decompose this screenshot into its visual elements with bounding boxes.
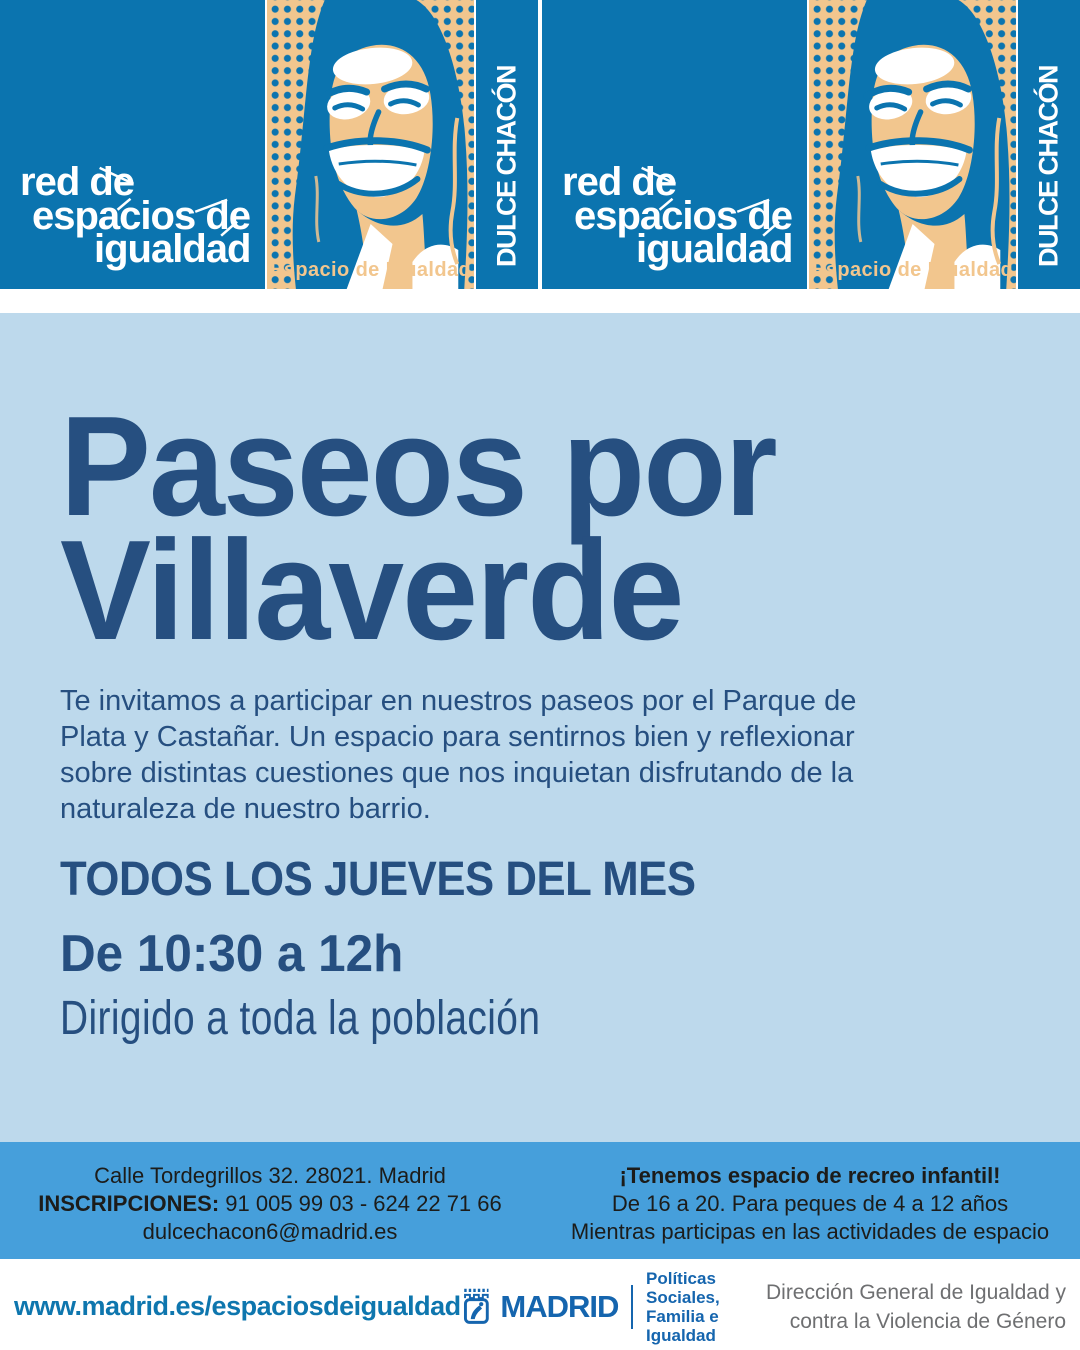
contact-right-column [540,1142,1080,1259]
logo-line: igualdad [94,227,251,271]
audience-line: Dirigido a toda la población [60,992,541,1045]
center-name-vertical: DULCE CHACÓN [1033,66,1064,267]
logo-line: red de [20,160,135,204]
logo-wordmark [0,0,265,289]
paragraph-line: Te invitamos a participar en nuestros paseos por el Parque de [60,685,857,717]
logo-line: espacios de [574,194,793,238]
childcare-line-2: De 16 a 20. Para peques de 4 a 12 años [611,1191,1009,1216]
schedule-days: TODOS LOS JUEVES DEL MES [60,853,696,906]
dulce-chacon-portrait [267,0,474,289]
contact-left-column [0,1142,540,1259]
contact-band [0,1142,1080,1259]
logo-line: red de [562,160,677,204]
address-line: Calle Tordegrillos 32. 28021. Madrid [94,1163,446,1188]
center-name-strip [476,0,538,289]
logo-divider [631,1285,633,1329]
madrid-crest-icon [461,1283,492,1331]
portrait-illustration [809,0,1016,289]
logo-block-1 [0,0,538,289]
footer [0,1259,1080,1350]
schedule-time: De 10:30 a 12h [60,925,404,983]
inscriptions-label: INSCRIPCIONES: [38,1191,220,1216]
paragraph-line: naturaleza de nuestro barrio. [60,793,431,825]
red-espacios-igualdad-logo [542,0,807,289]
dulce-chacon-portrait [809,0,1016,289]
paragraph-line: sobre distintas cuestiones que nos inquietan disfrutando de la [60,757,854,789]
website-url: www.madrid.es/espaciosdeigualdad [14,1291,461,1321]
title-line-2: Villaverde [60,511,683,670]
childcare-line-3: Mientras participas en las actividades de espacio [570,1219,1050,1244]
espacio-de-igualdad-label: Espacio de Igualdad [270,259,472,281]
header-logos [0,0,1080,289]
red-espacios-igualdad-logo [0,0,265,289]
paragraph-line: Plata y Castañar. Un espacio para sentirnos bien y reflexionar [60,721,855,753]
email-line: dulcechacon6@madrid.es [142,1219,398,1244]
poster-title [60,387,1020,670]
logo-line: igualdad [636,227,793,271]
direccion-general-label: Dirección General de Igualdad y contra la Violencia de Género [765,1280,1066,1333]
main-content [0,313,1080,1142]
inscriptions-line [0,1190,540,1218]
department-label: Políticas Sociales, Familia e Igualdad [646,1268,720,1345]
portrait-illustration [267,0,474,289]
espacio-de-igualdad-label: Espacio de Igualdad [812,259,1014,281]
logo-line: espacios de [32,194,251,238]
madrid-city-logo [461,1269,766,1345]
madrid-wordmark: MADRID [500,1288,619,1324]
logo-block-2 [542,0,1080,289]
header-divider [0,289,1080,313]
description-paragraph [60,683,1020,827]
title-line-1: Paseos por [60,387,776,546]
center-name-strip [1018,0,1080,289]
inscriptions-phones: 91 005 99 03 - 624 22 71 66 [225,1191,502,1216]
center-name-vertical: DULCE CHACÓN [491,66,522,267]
childcare-headline: ¡Tenemos espacio de recreo infantil! [619,1163,1001,1188]
logo-wordmark [542,0,807,289]
